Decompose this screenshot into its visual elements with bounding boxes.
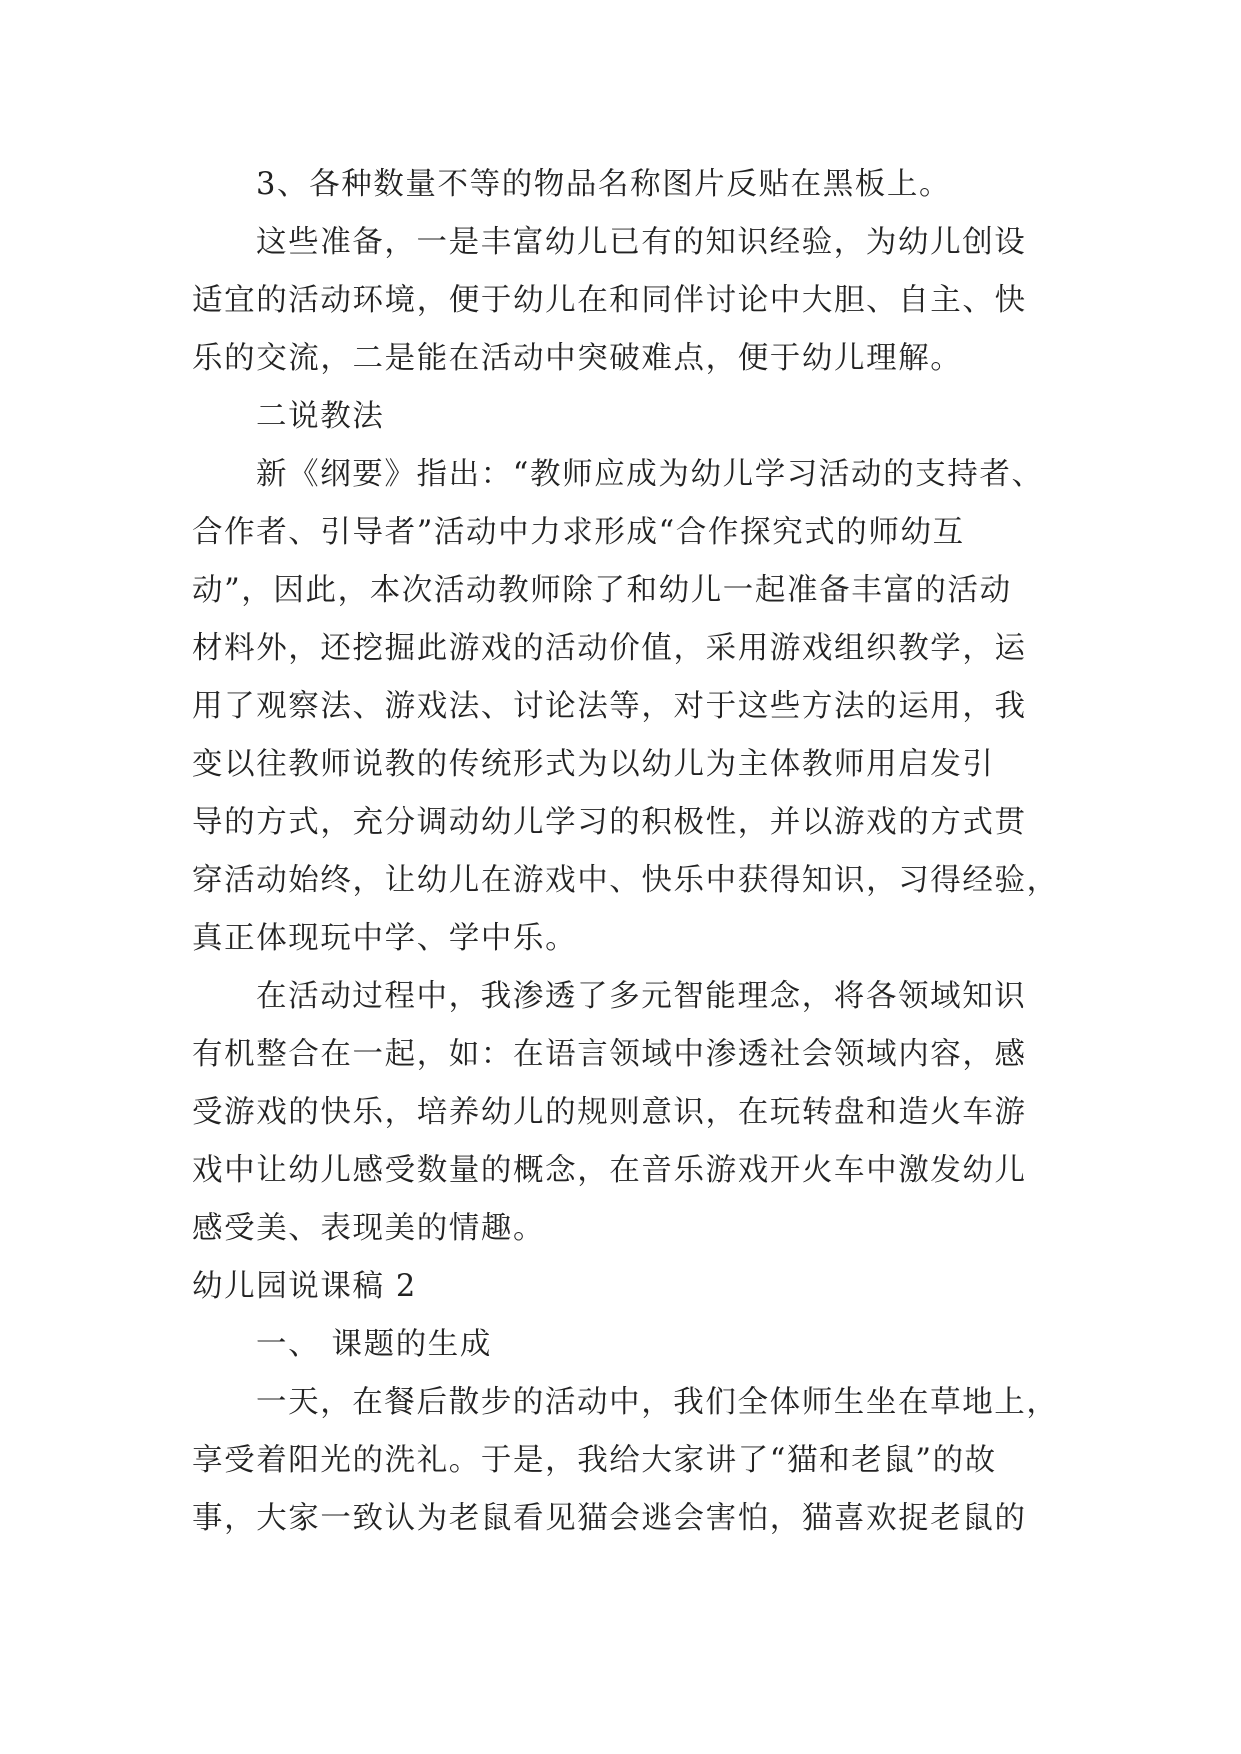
paragraph-line: 材料外，还挖掘此游戏的活动价值，采用游戏组织教学，运 [192, 631, 1027, 666]
paragraph-line: 用了观察法、游戏法、讨论法等，对于这些方法的运用，我 [192, 689, 1027, 724]
paragraph-line: 感受美、表现美的情趣。 [192, 1211, 546, 1246]
paragraph-line: 3、各种数量不等的物品名称图片反贴在黑板上。 [256, 167, 952, 202]
document-title: 幼儿园说课稿 2 [192, 1269, 417, 1304]
paragraph-line: 一天，在餐后散步的活动中，我们全体师生坐在草地上， [256, 1385, 1059, 1420]
paragraph-line: 享受着阳光的洗礼。于是，我给大家讲了“猫和老鼠”的故 [192, 1443, 997, 1478]
section-heading: 一、 课题的生成 [256, 1327, 492, 1362]
paragraph-line: 事，大家一致认为老鼠看见猫会逃会害怕，猫喜欢捉老鼠的 [192, 1501, 1027, 1536]
paragraph-line: 在活动过程中，我渗透了多元智能理念，将各领域知识 [256, 979, 1027, 1014]
paragraph-line: 穿活动始终，让幼儿在游戏中、快乐中获得知识，习得经验， [192, 863, 1059, 898]
paragraph-line: 动”，因此，本次活动教师除了和幼儿一起准备丰富的活动 [192, 573, 1012, 608]
section-heading: 二说教法 [256, 399, 385, 434]
paragraph-line: 有机整合在一起，如：在语言领域中渗透社会领域内容，感 [192, 1037, 1027, 1072]
paragraph-line: 新《纲要》指出：“教师应成为幼儿学习活动的支持者、 [256, 457, 1044, 492]
paragraph-line: 这些准备，一是丰富幼儿已有的知识经验，为幼儿创设 [256, 225, 1027, 260]
paragraph-line: 合作者、引导者”活动中力求形成“合作探究式的师幼互 [192, 515, 965, 550]
paragraph-line: 真正体现玩中学、学中乐。 [192, 921, 578, 956]
paragraph-line: 戏中让幼儿感受数量的概念，在音乐游戏开火车中激发幼儿 [192, 1153, 1027, 1188]
paragraph-line: 适宜的活动环境，便于幼儿在和同伴讨论中大胆、自主、快 [192, 283, 1027, 318]
paragraph-line: 受游戏的快乐，培养幼儿的规则意识，在玩转盘和造火车游 [192, 1095, 1027, 1130]
paragraph-line: 变以往教师说教的传统形式为以幼儿为主体教师用启发引 [192, 747, 995, 782]
paragraph-line: 导的方式，充分调动幼儿学习的积极性，并以游戏的方式贯 [192, 805, 1027, 840]
paragraph-line: 乐的交流，二是能在活动中突破难点，便于幼儿理解。 [192, 341, 963, 376]
